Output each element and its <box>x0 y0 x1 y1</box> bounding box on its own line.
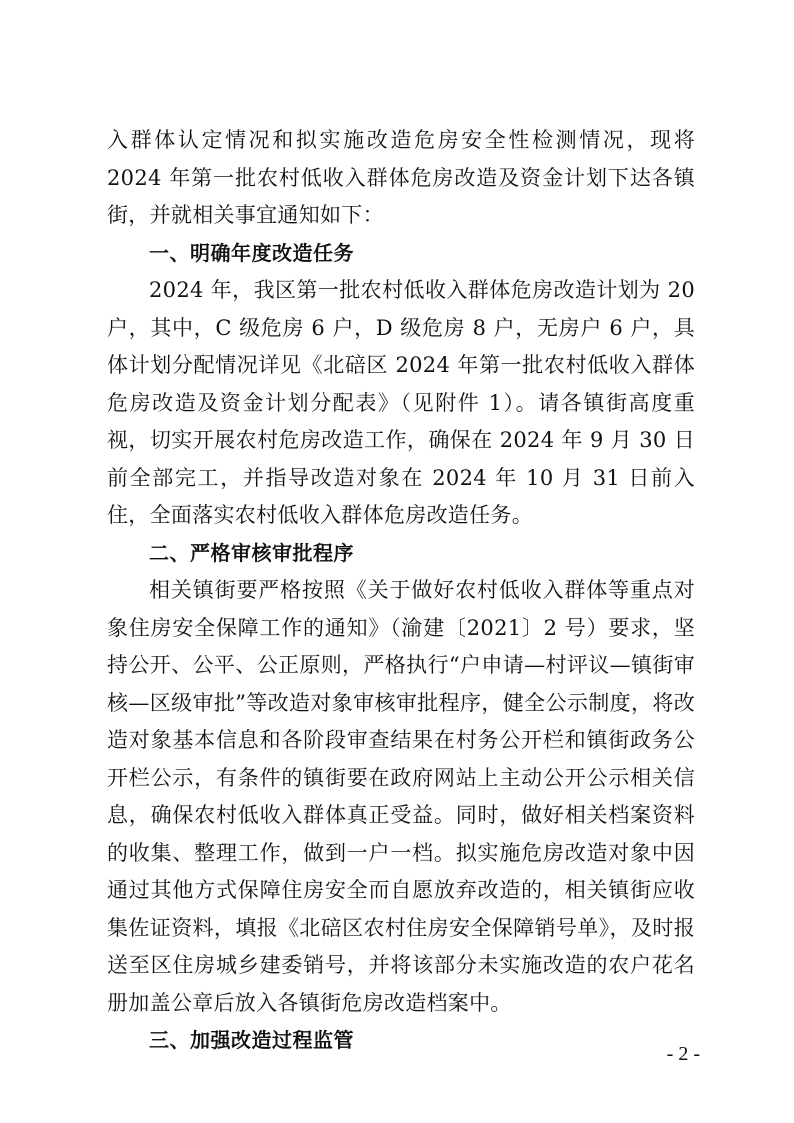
section-heading-2: 二、严格审核审批程序 <box>149 540 354 565</box>
section-heading-1: 一、明确年度改造任务 <box>149 240 354 265</box>
body-paragraph-2: 2024 年，我区第一批农村低收入群体危房改造计划为 20 户，其中，C 级危房 6 户，D 级危房 8 户，无房户 6 户，具体计划分配情况详见《北碚区 2024 年第一批农村低收入群体危房改造及资金计划分配表》（见附件 1）。请各镇街高度重视，切实开展农村危房改造工作，确保在 2024 年 9 月 30 日前全部完工，并指导改造对象在 2024 年 10 月 31 日前入住，全面落实农村低收入群体危房改造任务。 <box>107 278 695 527</box>
document-body <box>107 122 695 1060</box>
page-number: - 2 - <box>666 1043 700 1065</box>
section-heading-3: 三、加强改造过程监管 <box>149 1028 354 1052</box>
body-paragraph-3: 相关镇街要严格按照《关于做好农村低收入群体等重点对象住房安全保障工作的通知》（渝建〔2021〕2 号）要求，坚持公开、公平、公正原则，严格执行“户申请—村评议—镇街审核—区级审批”等改造对象审核审批程序，健全公示制度，将改造对象基本信息和各阶段审查结果在村务公开栏和镇街政务公开栏公示，有条件的镇街要在政府网站上主动公开公示相关信息，确保农村低收入群体真正受益。同时，做好相关档案资料的收集、整理工作，做到一户一档。拟实施危房改造对象中因通过其他方式保障住房安全而自愿放弃改造的，相关镇街应收集佐证资料，填报《北碚区农村住房安全保障销号单》，及时报送至区住房城乡建委销号，并将该部分未实施改造的农户花名册加盖公章后放入各镇街危房改造档案中。 <box>107 578 695 1015</box>
body-paragraph-1: 入群体认定情况和拟实施改造危房安全性检测情况，现将 2024 年第一批农村低收入群体危房改造及资金计划下达各镇街，并就相关事宜通知如下： <box>107 128 695 227</box>
